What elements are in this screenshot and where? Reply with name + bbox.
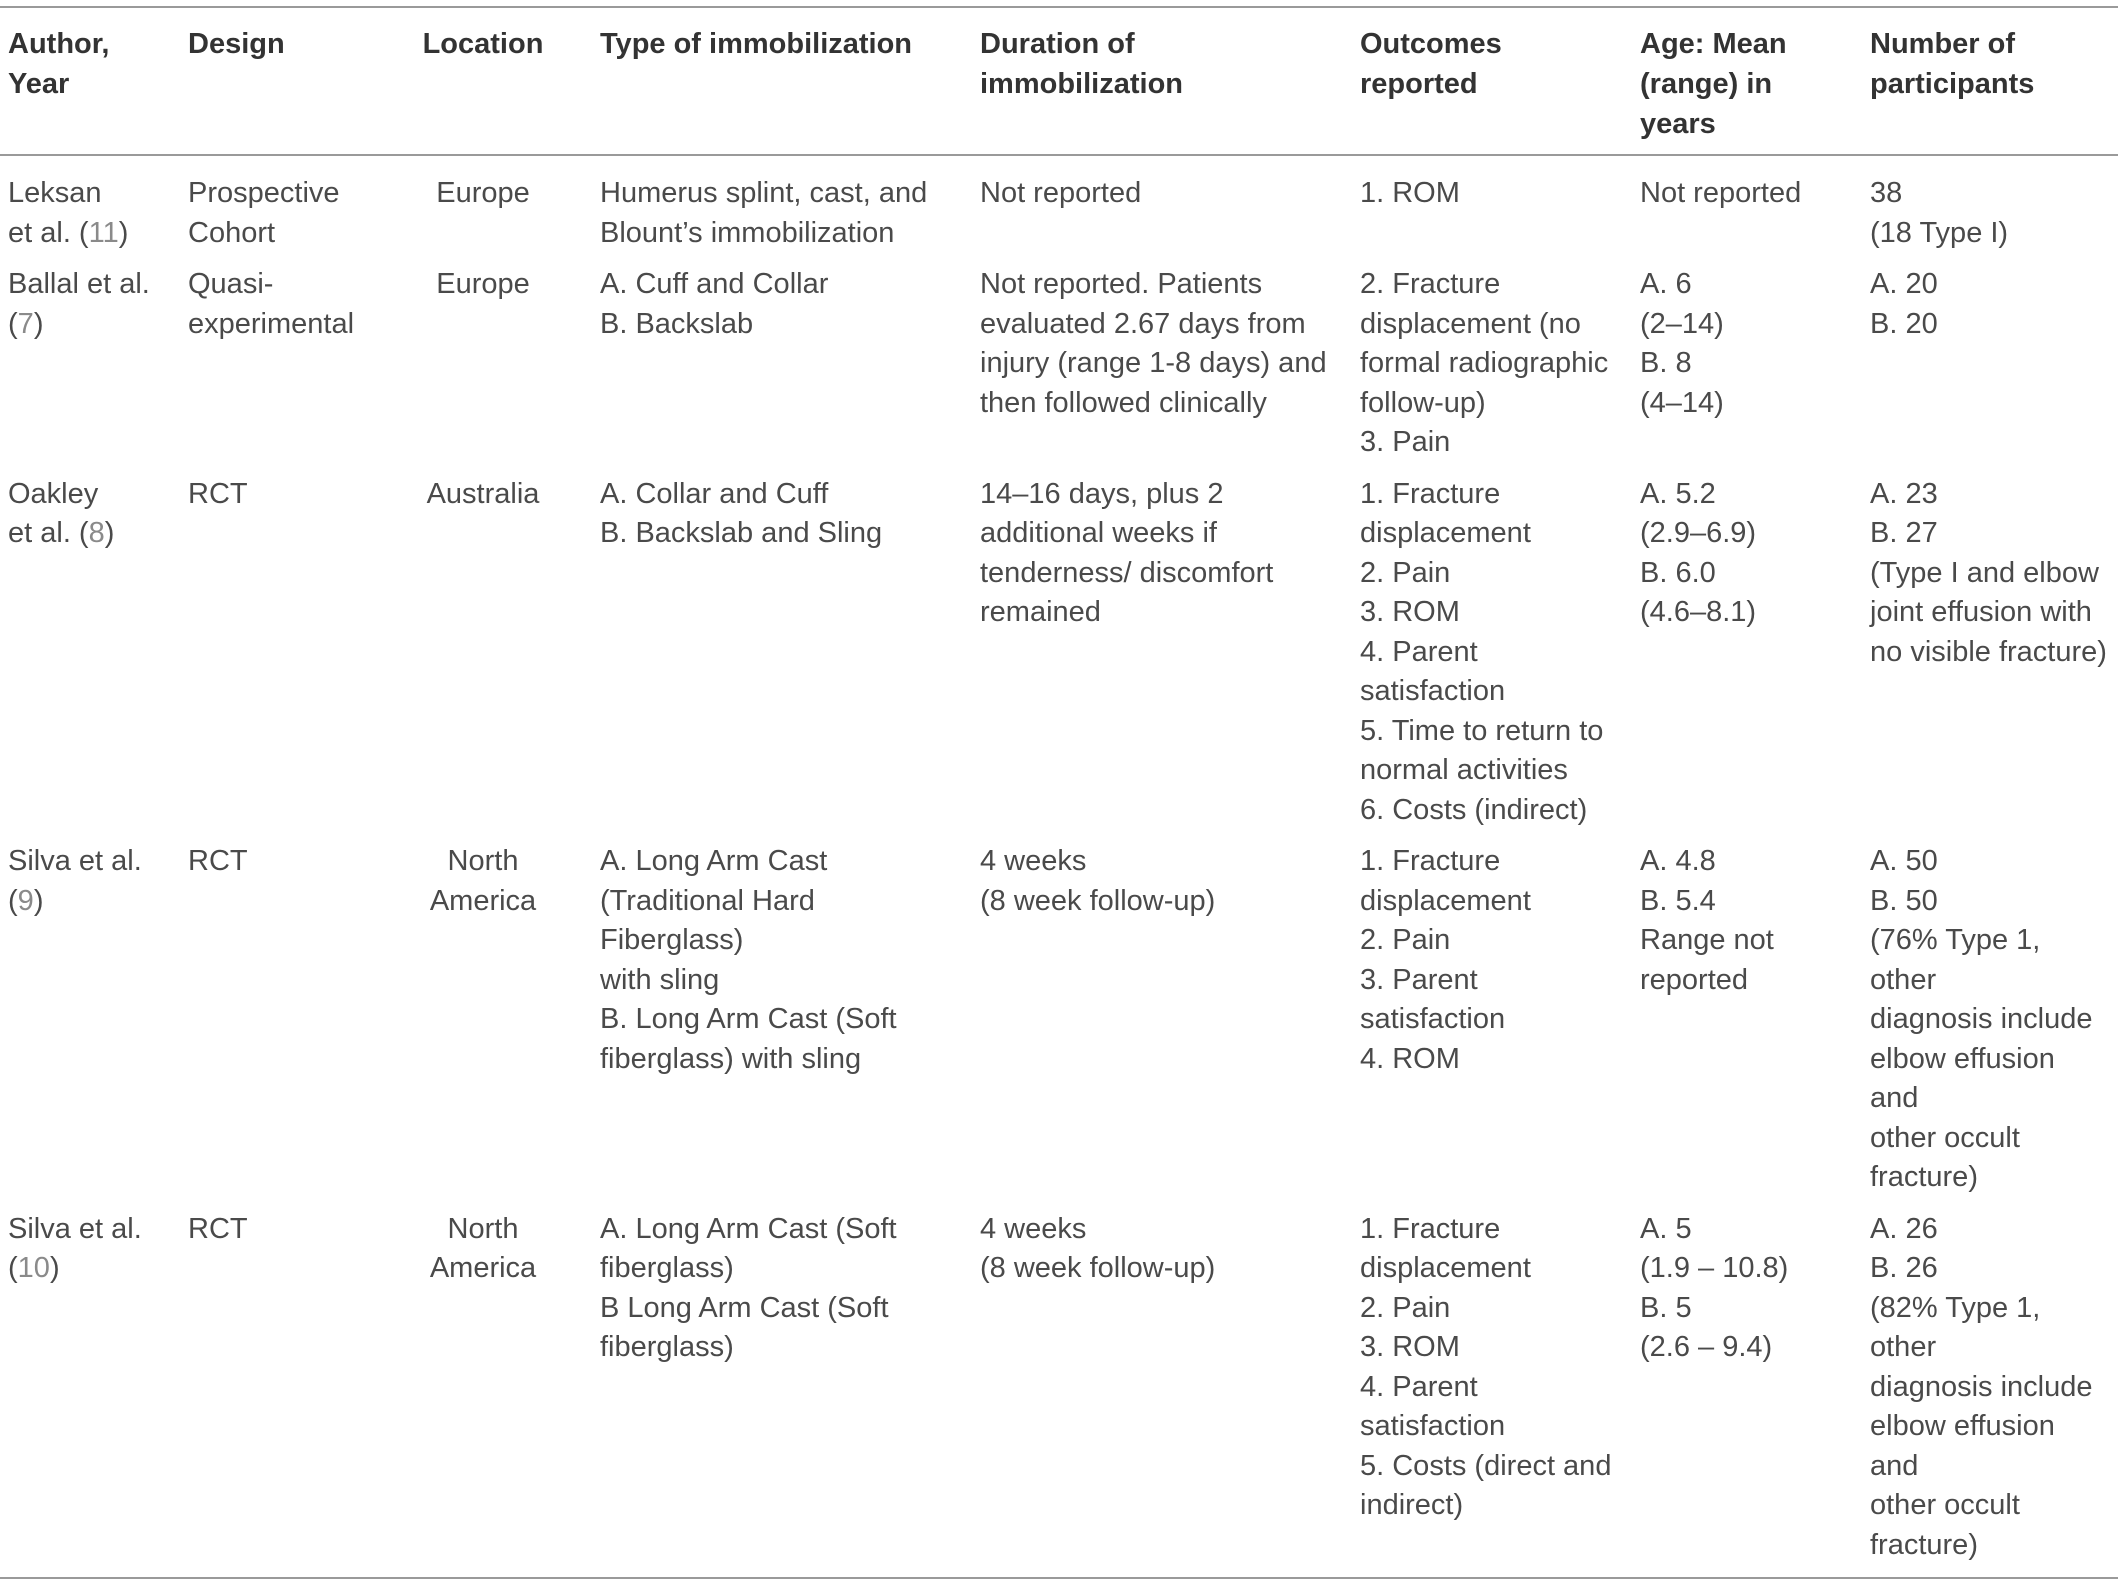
study-characteristics-table <box>0 6 2118 1579</box>
table-row <box>0 257 2118 467</box>
cell-age: Not reported <box>1640 177 1802 209</box>
cell-participants: A. 20 B. 20 <box>1870 268 1938 340</box>
cell-author: Silva et al. (9) <box>8 845 142 917</box>
cell-location: Europe <box>436 177 530 209</box>
header-number-of-participants: Number of participants <box>1870 28 2035 100</box>
cell-location: North America <box>429 1212 537 1284</box>
cell-design: Prospective Cohort <box>188 177 340 249</box>
reference-link[interactable]: 7 <box>17 307 34 340</box>
cell-design: RCT <box>188 1212 248 1245</box>
cell-author: Oakley et al. (8) <box>8 477 115 549</box>
reference-link[interactable]: 9 <box>17 884 34 917</box>
cell-outcomes: 1. Fracture displacement 2. Pain 3. ROM 4. Parent satisfaction 5. Time to return to normal activities 6. Costs (indirect) <box>1360 477 1604 826</box>
header-type-of-immobilization: Type of immobilization <box>600 28 913 60</box>
table-row <box>0 834 2118 1202</box>
cell-design: Quasi- experimental <box>188 268 355 340</box>
cell-author: Silva et al. (10) <box>8 1212 142 1284</box>
cell-type: Humerus splint, cast, and Blount’s immobilization <box>600 177 928 249</box>
cell-author: Ballal et al. (7) <box>8 268 150 340</box>
header-row <box>0 7 2118 155</box>
cell-location: Australia <box>426 477 540 510</box>
cell-type: A. Long Arm Cast (Traditional Hard Fiberglass) with sling B. Long Arm Cast (Soft fiberglass) with sling <box>600 845 897 1075</box>
cell-age: A. 5.2 (2.9–6.9) B. 6.0 (4.6–8.1) <box>1640 477 1757 628</box>
table-row <box>0 155 2118 257</box>
header-design: Design <box>188 28 285 60</box>
cell-location: Europe <box>436 268 530 300</box>
table-header <box>0 7 2118 155</box>
cell-duration: 4 weeks (8 week follow-up) <box>980 845 1216 917</box>
cell-design: RCT <box>188 845 248 877</box>
cell-outcomes: 2. Fracture displacement (no formal radiographic follow-up) 3. Pain <box>1360 268 1609 458</box>
cell-location: North America <box>429 845 537 917</box>
cell-age: A. 4.8 B. 5.4 Range not reported <box>1640 845 1774 996</box>
table-row <box>0 1202 2118 1579</box>
cell-outcomes: 1. Fracture displacement 2. Pain 3. ROM 4. Parent satisfaction 5. Costs (direct and indirect) <box>1360 1212 1612 1521</box>
reference-link[interactable]: 11 <box>88 216 119 249</box>
cell-duration: 4 weeks (8 week follow-up) <box>980 1212 1216 1284</box>
reference-link[interactable]: 10 <box>17 1252 50 1284</box>
cell-type: A. Collar and Cuff B. Backslab and Sling <box>600 477 883 549</box>
cell-participants: 38 (18 Type I) <box>1870 177 2009 249</box>
cell-type: A. Cuff and Collar B. Backslab <box>600 268 829 340</box>
cell-duration: Not reported. Patients evaluated 2.67 days from injury (range 1-8 days) and then followed clinically <box>980 268 1327 419</box>
cell-participants: A. 23 B. 27 (Type I and elbow joint effusion with no visible fracture) <box>1870 477 2107 668</box>
cell-participants: A. 50 B. 50 (76% Type 1, other diagnosis include elbow effusion and other occult fracture) <box>1870 845 2093 1193</box>
cell-outcomes: 1. ROM <box>1360 177 1460 209</box>
cell-participants: A. 26 B. 26 (82% Type 1, other diagnosis include elbow effusion and other occult fracture) <box>1870 1212 2093 1561</box>
cell-age: A. 5 (1.9 – 10.8) B. 5 (2.6 – 9.4) <box>1640 1212 1789 1363</box>
cell-duration: 14–16 days, plus 2 additional weeks if tenderness/ discomfort remained <box>980 477 1274 628</box>
cell-type: A. Long Arm Cast (Soft fiberglass) B Long Arm Cast (Soft fiberglass) <box>600 1212 897 1363</box>
table-body <box>0 155 2118 1578</box>
header-location: Location <box>422 28 544 60</box>
cell-age: A. 6 (2–14) B. 8 (4–14) <box>1640 268 1724 419</box>
table-row <box>0 467 2118 835</box>
cell-duration: Not reported <box>980 177 1142 209</box>
header-outcomes-reported: Outcomes reported <box>1360 28 1502 100</box>
cell-design: RCT <box>188 477 248 510</box>
cell-author: Leksan et al. (11) <box>8 177 129 249</box>
header-age: Age: Mean (range) in years <box>1640 28 1787 140</box>
cell-outcomes: 1. Fracture displacement 2. Pain 3. Parent satisfaction 4. ROM <box>1360 845 1531 1075</box>
header-author-year: Author, Year <box>8 28 110 100</box>
header-duration-of-immobilization: Duration of immobilization <box>980 28 1183 100</box>
reference-link[interactable]: 8 <box>88 517 105 549</box>
